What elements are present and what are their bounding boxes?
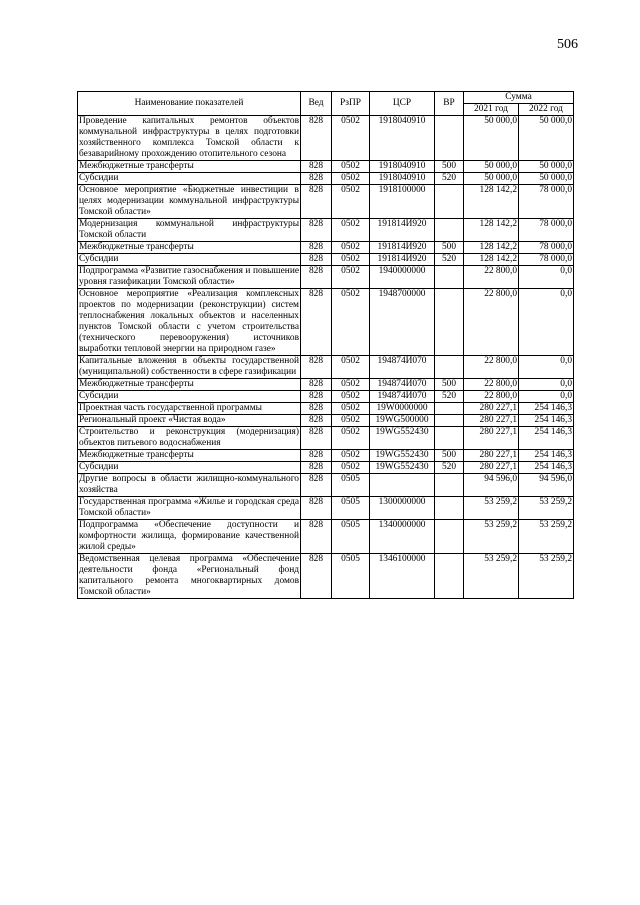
row-name: Ведомственная целевая программа «Обеспечение деятельности фонда «Региональный фонд капитального ремонта многоквартирных домов Томской области» (79, 554, 299, 597)
row-sum-2022: 78 000,0 (519, 219, 574, 242)
row-sum-2021: 22 800,0 (464, 266, 519, 289)
row-ved: 828 (301, 289, 332, 356)
row-sum-2022: 0,0 (519, 356, 574, 379)
row-vr: 520 (435, 254, 464, 266)
row-csr: 19WG500000 (370, 415, 435, 427)
row-ved: 828 (301, 403, 332, 415)
row-ved: 828 (301, 266, 332, 289)
row-name: Межбюджетные трансферты (78, 450, 301, 462)
row-ved: 828 (301, 450, 332, 462)
row-csr: 1918040910 (370, 116, 435, 161)
row-ved: 828 (301, 242, 332, 254)
row-ved: 828 (301, 379, 332, 391)
row-ved: 828 (301, 219, 332, 242)
row-sum-2021: 280 227,1 (464, 450, 519, 462)
row-sum-2021: 53 259,2 (464, 554, 519, 599)
row-sum-2021: 280 227,1 (464, 415, 519, 427)
table-row (78, 254, 574, 266)
row-sum-2022: 53 259,2 (519, 554, 574, 599)
row-name: Подпрограмма «Обеспечение доступности и комфортности жилища, формирование качественной жилой среды» (79, 520, 299, 552)
row-csr: 1918040910 (370, 161, 435, 173)
row-rzpr: 0502 (332, 185, 370, 219)
row-sum-2021: 94 596,0 (464, 474, 519, 497)
row-sum-2022: 254 146,3 (519, 415, 574, 427)
row-vr: 520 (435, 391, 464, 403)
row-vr: 500 (435, 242, 464, 254)
row-rzpr: 0502 (332, 219, 370, 242)
row-rzpr: 0502 (332, 161, 370, 173)
table-row (78, 379, 574, 391)
row-name: Основное мероприятие «Бюджетные инвестиции в целях модернизации коммунальной инфраструктуры Томской области» (79, 185, 299, 217)
row-vr (435, 554, 464, 599)
row-csr: 19WG552430 (370, 462, 435, 474)
row-vr (435, 415, 464, 427)
row-ved: 828 (301, 356, 332, 379)
row-ved: 828 (301, 161, 332, 173)
row-sum-2021: 53 259,2 (464, 520, 519, 554)
table-row (78, 356, 574, 379)
table-row (78, 462, 574, 474)
row-name: Подпрограмма «Развитие газоснабжения и повышение уровня газификации Томской области» (79, 266, 299, 287)
row-name: Другие вопросы в области жилищно-коммунального хозяйства (79, 474, 299, 495)
row-name: Межбюджетные трансферты (78, 379, 301, 391)
row-ved: 828 (301, 554, 332, 599)
row-sum-2022: 254 146,3 (519, 450, 574, 462)
row-rzpr: 0502 (332, 450, 370, 462)
row-name: Проведение капитальных ремонтов объектов коммунальной инфраструктуры в целях подготовки хозяйственного комплекса Томской области к безаварийному прохождению отопительного сезона (79, 116, 299, 159)
row-rzpr: 0502 (332, 173, 370, 185)
row-rzpr: 0502 (332, 266, 370, 289)
row-sum-2022: 0,0 (519, 391, 574, 403)
row-name: Региональный проект «Чистая вода» (78, 415, 301, 427)
row-sum-2021: 50 000,0 (464, 173, 519, 185)
row-sum-2022: 0,0 (519, 379, 574, 391)
row-vr: 500 (435, 379, 464, 391)
row-csr: 191814И920 (370, 254, 435, 266)
row-name: Государственная программа «Жилье и городская среда Томской области» (79, 497, 299, 518)
header-sum: Сумма (464, 92, 574, 104)
row-sum-2022: 50 000,0 (519, 161, 574, 173)
row-sum-2021: 280 227,1 (464, 462, 519, 474)
row-sum-2021: 22 800,0 (464, 379, 519, 391)
row-csr: 194874И070 (370, 379, 435, 391)
row-vr: 500 (435, 450, 464, 462)
row-csr: 1300000000 (370, 497, 435, 520)
row-rzpr: 0502 (332, 391, 370, 403)
header-rzpr: РзПР (332, 92, 370, 116)
row-ved: 828 (301, 185, 332, 219)
row-rzpr: 0502 (332, 116, 370, 161)
row-ved: 828 (301, 427, 332, 450)
row-sum-2021: 50 000,0 (464, 116, 519, 161)
row-ved: 828 (301, 116, 332, 161)
row-vr: 520 (435, 462, 464, 474)
row-vr (435, 185, 464, 219)
row-sum-2021: 50 000,0 (464, 161, 519, 173)
row-csr: 194874И070 (370, 391, 435, 403)
table-row (78, 497, 574, 520)
row-rzpr: 0505 (332, 554, 370, 599)
row-sum-2021: 280 227,1 (464, 403, 519, 415)
row-sum-2021: 53 259,2 (464, 497, 519, 520)
row-sum-2021: 280 227,1 (464, 427, 519, 450)
table-row (78, 415, 574, 427)
row-name: Проектная часть государственной программы (78, 403, 301, 415)
row-ved: 828 (301, 254, 332, 266)
row-sum-2022: 53 259,2 (519, 497, 574, 520)
header-name: Наименование показателей (78, 92, 301, 116)
row-sum-2022: 50 000,0 (519, 116, 574, 161)
row-name: Капитальные вложения в объекты государственной (муниципальной) собственности в сфере газификации (79, 356, 299, 377)
row-rzpr: 0502 (332, 356, 370, 379)
table-row (78, 161, 574, 173)
row-rzpr: 0502 (332, 427, 370, 450)
table-row (78, 116, 574, 161)
row-ved: 828 (301, 415, 332, 427)
row-vr (435, 427, 464, 450)
row-ved: 828 (301, 474, 332, 497)
row-name: Субсидии (78, 254, 301, 266)
page-number: 506 (557, 37, 578, 52)
row-sum-2021: 128 142,2 (464, 254, 519, 266)
row-rzpr: 0505 (332, 474, 370, 497)
row-ved: 828 (301, 462, 332, 474)
row-name: Субсидии (78, 391, 301, 403)
row-vr (435, 520, 464, 554)
table-row (78, 403, 574, 415)
table-row (78, 185, 574, 219)
row-rzpr: 0505 (332, 520, 370, 554)
row-vr (435, 266, 464, 289)
row-name: Межбюджетные трансферты (78, 161, 301, 173)
row-csr: 19W0000000 (370, 403, 435, 415)
row-csr: 194874И070 (370, 356, 435, 379)
row-vr (435, 116, 464, 161)
table-row (78, 266, 574, 289)
row-sum-2022: 50 000,0 (519, 173, 574, 185)
row-ved: 828 (301, 391, 332, 403)
row-sum-2022: 0,0 (519, 266, 574, 289)
row-vr (435, 497, 464, 520)
row-sum-2022: 78 000,0 (519, 185, 574, 219)
row-sum-2022: 78 000,0 (519, 254, 574, 266)
row-name: Субсидии (78, 462, 301, 474)
row-sum-2022: 78 000,0 (519, 242, 574, 254)
table-row (78, 520, 574, 554)
row-sum-2022: 254 146,3 (519, 403, 574, 415)
table-row (78, 427, 574, 450)
row-name: Основное мероприятие «Реализация комплексных проектов по модернизации (реконструкции) систем теплоснабжения локальных объектов и населенных пунктов Томской области с учетом строительства (технического перевооружения) источников выработки тепловой энергии на природном газе» (79, 289, 299, 354)
row-name: Строительство и реконструкция (модернизация) объектов питьевого водоснабжения (79, 427, 299, 448)
row-vr (435, 219, 464, 242)
budget-table (77, 91, 574, 599)
header-csr: ЦСР (370, 92, 435, 116)
row-name: Модернизация коммунальной инфраструктуры Томской области (79, 219, 299, 240)
row-ved: 828 (301, 520, 332, 554)
row-rzpr: 0502 (332, 254, 370, 266)
row-vr: 520 (435, 173, 464, 185)
header-vr: ВР (435, 92, 464, 116)
table-row (78, 219, 574, 242)
row-sum-2021: 22 800,0 (464, 289, 519, 356)
row-sum-2022: 53 259,2 (519, 520, 574, 554)
table-row (78, 391, 574, 403)
row-rzpr: 0502 (332, 415, 370, 427)
row-vr: 500 (435, 161, 464, 173)
table-row (78, 289, 574, 356)
row-csr: 191814И920 (370, 219, 435, 242)
row-sum-2021: 128 142,2 (464, 219, 519, 242)
row-sum-2021: 22 800,0 (464, 391, 519, 403)
table-row (78, 173, 574, 185)
row-csr: 1948700000 (370, 289, 435, 356)
row-csr: 19WG552430 (370, 450, 435, 462)
row-sum-2021: 22 800,0 (464, 356, 519, 379)
row-sum-2022: 94 596,0 (519, 474, 574, 497)
table-row (78, 242, 574, 254)
row-csr: 1918100000 (370, 185, 435, 219)
row-sum-2022: 254 146,3 (519, 427, 574, 450)
header-ved: Вед (301, 92, 332, 116)
row-vr (435, 289, 464, 356)
row-csr: 1346100000 (370, 554, 435, 599)
table-row (78, 554, 574, 599)
row-ved: 828 (301, 497, 332, 520)
row-sum-2021: 128 142,2 (464, 242, 519, 254)
header-2022: 2022 год (519, 104, 574, 116)
row-rzpr: 0502 (332, 379, 370, 391)
row-rzpr: 0502 (332, 403, 370, 415)
row-name: Субсидии (78, 173, 301, 185)
row-vr (435, 403, 464, 415)
row-sum-2022: 254 146,3 (519, 462, 574, 474)
row-vr (435, 356, 464, 379)
row-csr: 1940000000 (370, 266, 435, 289)
row-rzpr: 0502 (332, 289, 370, 356)
header-2021: 2021 год (464, 104, 519, 116)
row-rzpr: 0502 (332, 242, 370, 254)
row-csr: 19WG552430 (370, 427, 435, 450)
row-csr: 191814И920 (370, 242, 435, 254)
row-sum-2021: 128 142,2 (464, 185, 519, 219)
row-name: Межбюджетные трансферты (78, 242, 301, 254)
row-ved: 828 (301, 173, 332, 185)
row-rzpr: 0505 (332, 497, 370, 520)
row-rzpr: 0502 (332, 462, 370, 474)
table-row (78, 450, 574, 462)
row-vr (435, 474, 464, 497)
table-row (78, 474, 574, 497)
row-csr: 1918040910 (370, 173, 435, 185)
row-sum-2022: 0,0 (519, 289, 574, 356)
row-csr (370, 474, 435, 497)
row-csr: 1340000000 (370, 520, 435, 554)
